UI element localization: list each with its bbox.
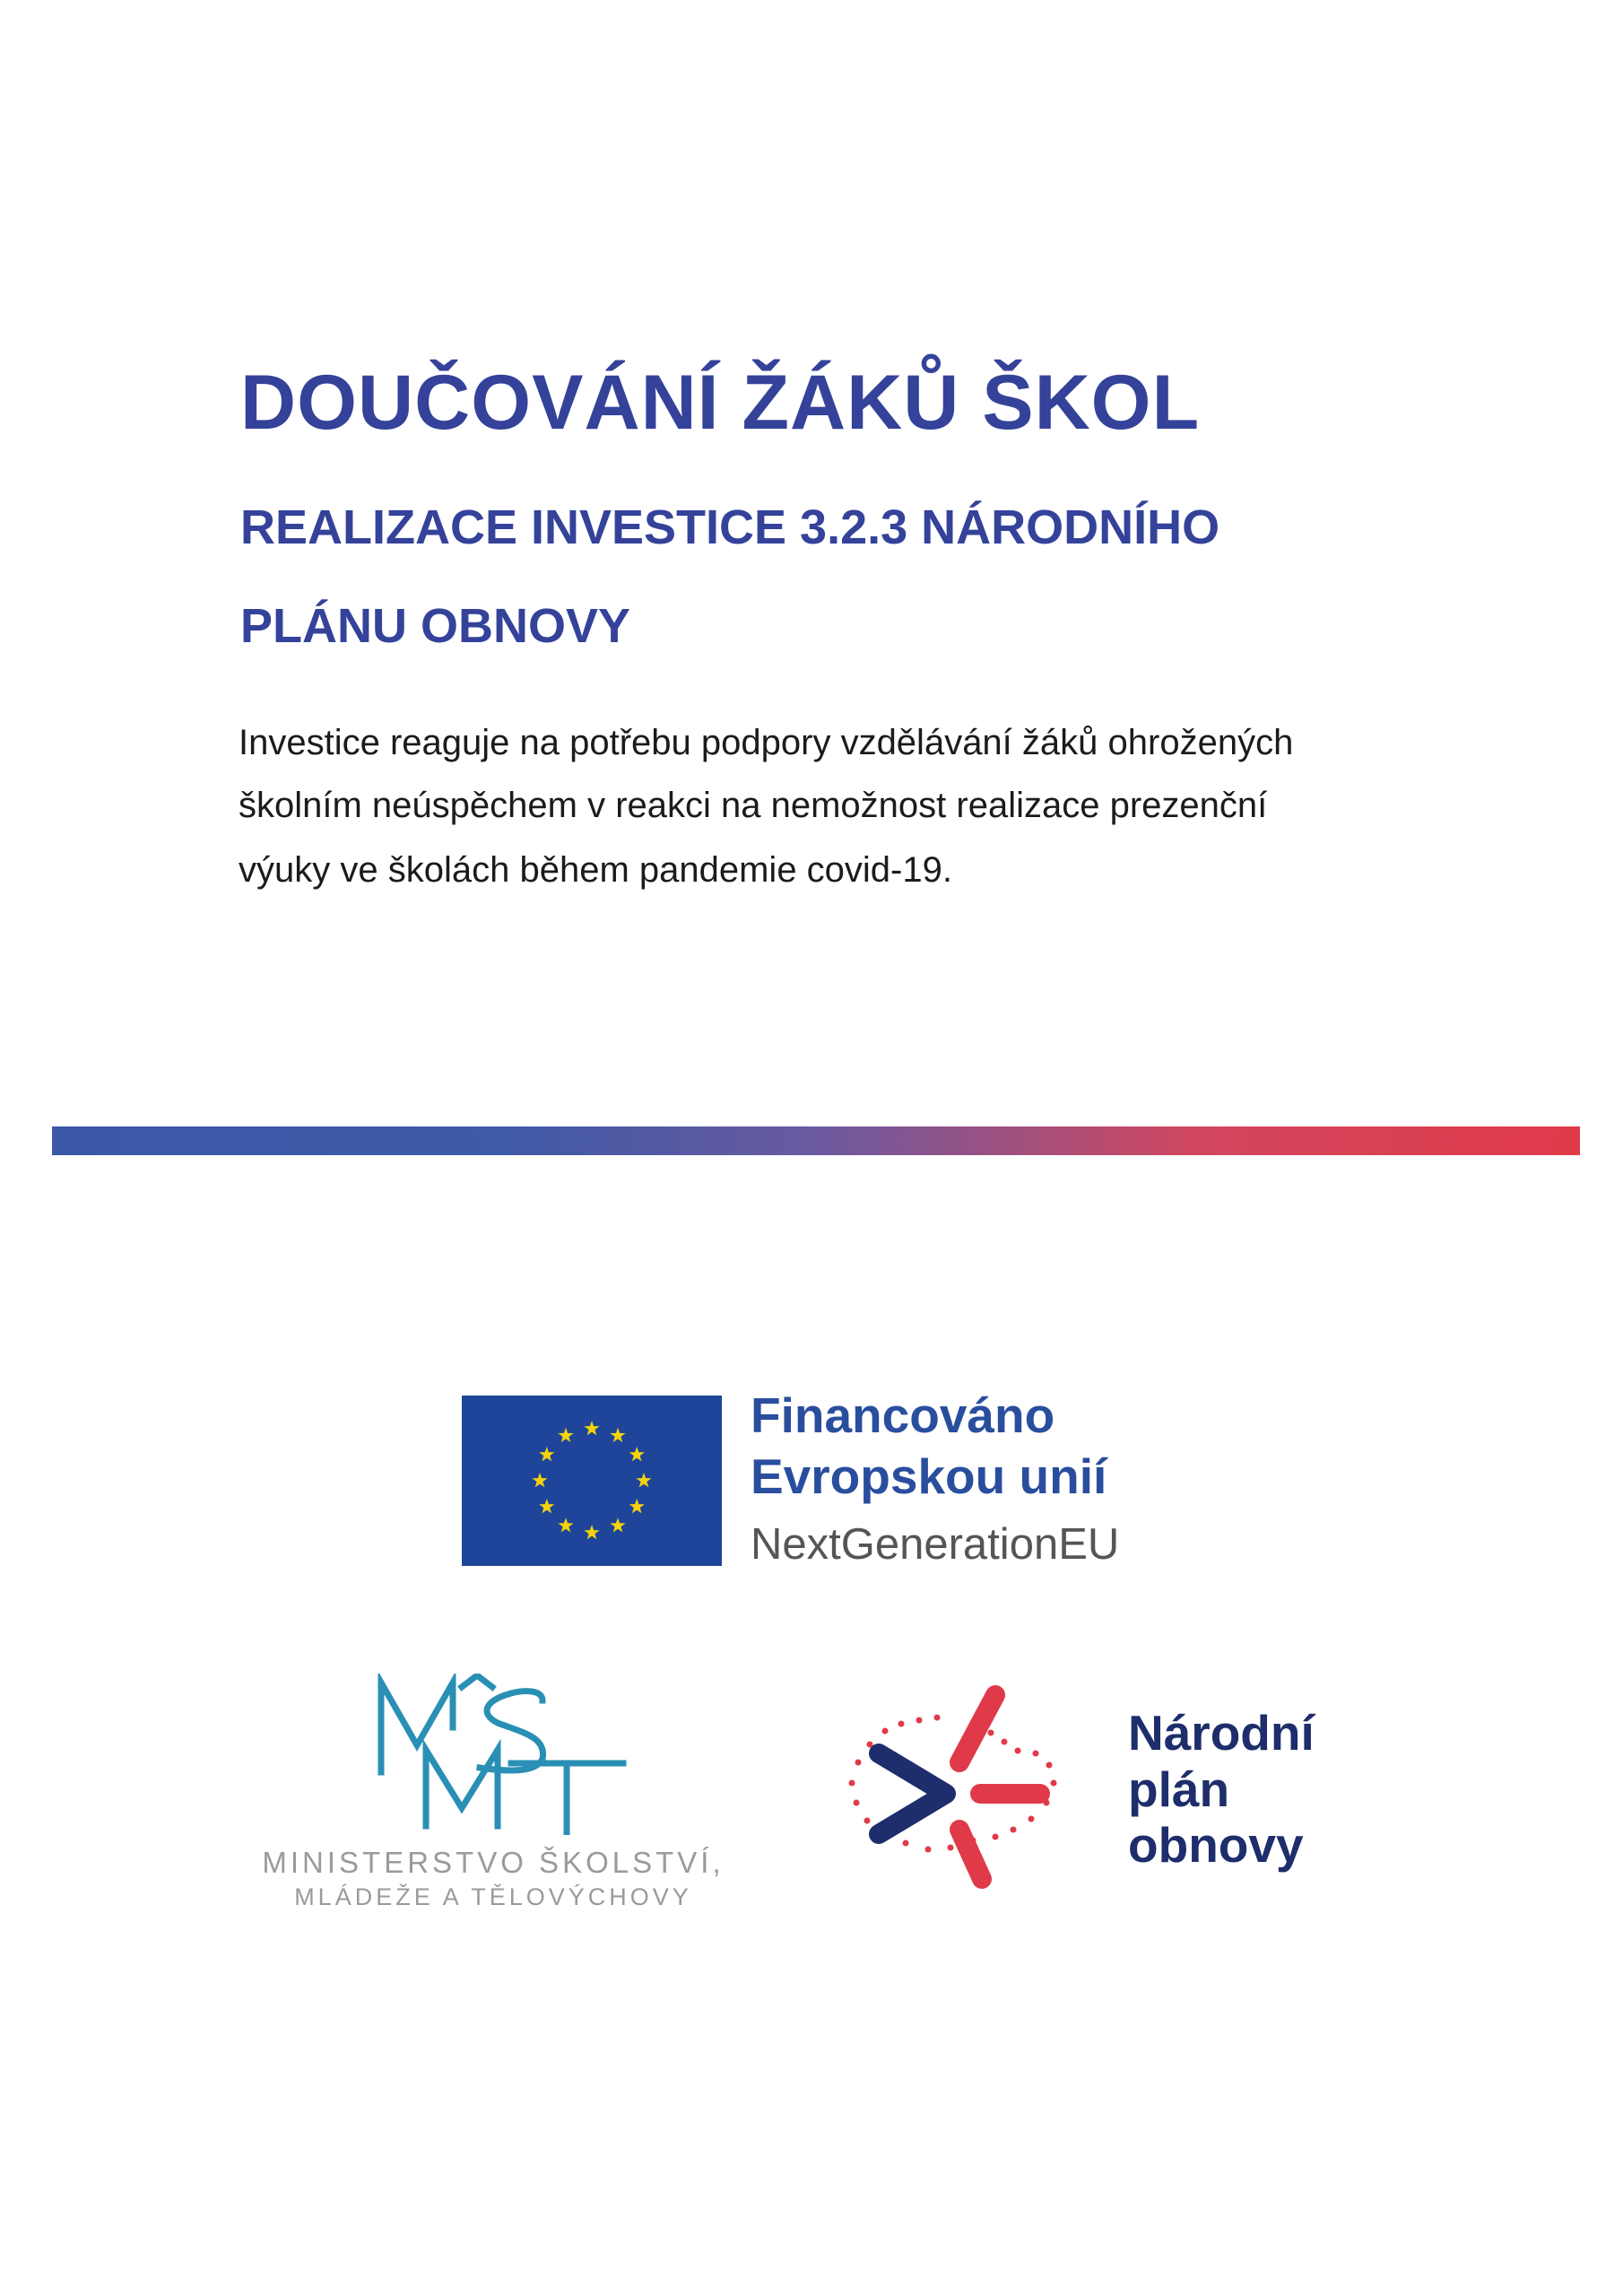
eu-star-icon [636,1473,651,1487]
gradient-divider [52,1126,1580,1155]
npo-name-line-2: plán [1128,1761,1230,1817]
msmt-logo [377,1674,628,1835]
eu-star-icon [558,1428,573,1442]
eu-star-icon [558,1518,573,1532]
eu-star-icon [610,1428,625,1442]
eu-star-icon [539,1499,554,1513]
msmt-name-line-1: MINISTERSTVO ŠKOLSTVÍ, [262,1846,725,1879]
eu-star-icon [629,1447,645,1461]
body-text-line-3: výuky ve školách během pandemie covid-19. [239,850,952,890]
eu-flag-icon [462,1396,722,1566]
eu-funding-line-3: NextGenerationEU [751,1520,1120,1569]
eu-funding-line-1: Financováno [751,1387,1055,1443]
eu-star-icon [584,1525,599,1539]
eu-funding-line-2: Evropskou unií [751,1448,1107,1504]
eu-star-icon [629,1499,645,1513]
body-text-line-1: Investice reaguje na potřebu podpory vzdělávání žáků ohrožených [239,723,1294,762]
eu-star-icon [610,1518,625,1532]
eu-star-icon [539,1447,554,1461]
npo-name-line-1: Národní [1128,1705,1315,1761]
msmt-name-line-2: MLÁDEŽE A TĚLOVÝCHOVY [294,1883,692,1910]
npo-logo-icon [838,1677,1107,1901]
document-subtitle-line-2: PLÁNU OBNOVY [240,599,631,653]
body-text-line-2: školním neúspěchem v reakci na nemožnost realizace prezenční [239,786,1268,825]
npo-name-line-3: obnovy [1128,1817,1304,1873]
document-subtitle-line-1: REALIZACE INVESTICE 3.2.3 NÁRODNÍHO [240,500,1220,554]
eu-star-icon [584,1421,599,1435]
document-title: DOUČOVÁNÍ ŽÁKŮ ŠKOL [240,360,1201,446]
eu-star-icon [532,1473,547,1487]
